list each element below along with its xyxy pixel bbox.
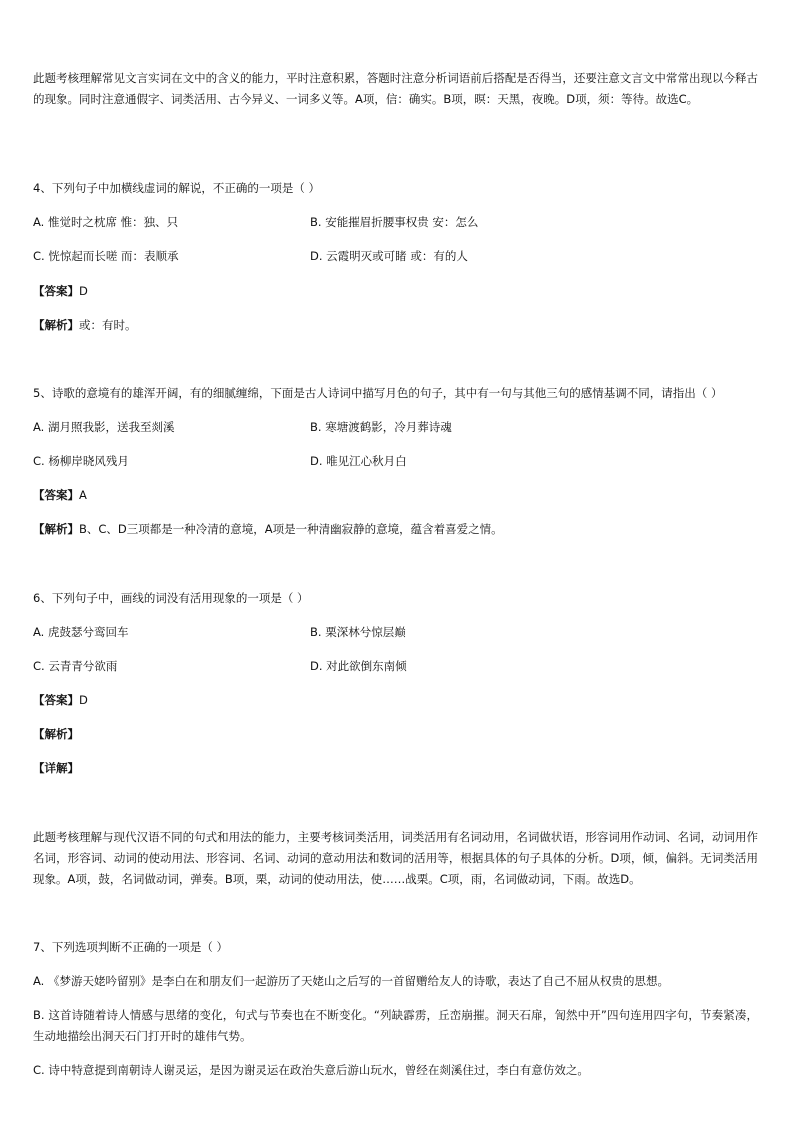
analysis-label: 【解析】 bbox=[33, 318, 79, 332]
question-7-option-a: A. 《梦游天姥吟留别》是李白在和朋友们一起游历了天姥山之后写的一首留赠给友人的诗歌，表达了自己不屈从权贵的思想。 bbox=[33, 974, 669, 988]
question-4-options-row-2 bbox=[33, 246, 758, 266]
question-6-options-row-1 bbox=[33, 622, 758, 642]
question-6-stem: 6、下列句子中，画线的词没有活用现象的一项是（ ） bbox=[33, 591, 309, 605]
detail-label: 【详解】 bbox=[33, 761, 79, 775]
question-4-answer bbox=[33, 281, 758, 301]
answer-value: A bbox=[79, 488, 87, 502]
question-5-options-row-2 bbox=[33, 451, 758, 471]
question-5-stem: 5、诗歌的意境有的雄浑开阔，有的细腻缠绵，下面是古人诗词中描写月色的句子，其中有一句与其他三句的感情基调不同，请指出（ ） bbox=[33, 386, 723, 400]
question-7-option-c: C. 诗中特意提到南朝诗人谢灵运，是因为谢灵运在政治失意后游山玩水，曾经在剡溪住过，李白有意仿效之。 bbox=[33, 1063, 589, 1077]
question-7-option-b: B. 这首诗随着诗人情感与思绪的变化，句式与节奏也在不断变化。“列缺霹雳，丘峦崩摧。洞天石扉，訇然中开”四句连用四字句，节奏紧凑，生动地描绘出洞天石门打开时的雄伟气势。 bbox=[33, 1008, 758, 1043]
analysis-label: 【解析】 bbox=[33, 727, 79, 741]
option-a: A. 惟觉时之枕席 惟：独、只 bbox=[33, 215, 179, 229]
analysis-text: B、C、D三项都是一种冷清的意境，A项是一种清幽寂静的意境，蕴含着喜爱之情。 bbox=[79, 522, 503, 536]
answer-label: 【答案】 bbox=[33, 693, 79, 707]
option-c: C. 杨柳岸晓风残月 bbox=[33, 454, 129, 468]
question-5-analysis bbox=[33, 519, 758, 539]
question-4-options-row-1 bbox=[33, 212, 758, 232]
option-d: D. 唯见江心秋月白 bbox=[310, 454, 407, 468]
answer-label: 【答案】 bbox=[33, 488, 79, 502]
option-a: A. 虎鼓瑟兮鸾回车 bbox=[33, 625, 129, 639]
option-d: D. 对此欲倒东南倾 bbox=[310, 659, 407, 673]
option-b: B. 栗深林兮惊层巅 bbox=[310, 625, 406, 639]
question-4-analysis bbox=[33, 315, 758, 335]
option-c: C. 恍惊起而长嗟 而：表顺承 bbox=[33, 249, 179, 263]
question-4-stem: 4、下列句子中加横线虚词的解说，不正确的一项是（ ） bbox=[33, 181, 320, 195]
option-b: B. 寒塘渡鹤影，冷月葬诗魂 bbox=[310, 420, 452, 434]
option-d: D. 云霞明灭或可睹 或：有的人 bbox=[310, 249, 468, 263]
question-5-answer bbox=[33, 485, 758, 505]
question-6-detail: 此题考核理解与现代汉语不同的句式和用法的能力，主要考核词类活用，词类活用有名词动用，名词做状语，形容词用作动词、名词，动词用作名词，形容词、动词的使动用法、形容词、名词、动词的意动用法和数词的活用等，根据具体的句子具体的分析。D项，倾，偏斜。无词类活用现象。A项，鼓，名词做动词，弹奏。B项，栗，动词的使动用法，使……战栗。C项，雨，名词做动词，下雨。故选D。 bbox=[33, 830, 758, 886]
option-a: A. 湖月照我影，送我至剡溪 bbox=[33, 420, 175, 434]
option-b: B. 安能摧眉折腰事权贵 安：怎么 bbox=[310, 215, 479, 229]
question-6-answer bbox=[33, 690, 758, 710]
question-5-options-row-1 bbox=[33, 417, 758, 437]
answer-label: 【答案】 bbox=[33, 284, 79, 298]
intro-paragraph: 此题考核理解常见文言实词在文中的含义的能力，平时注意积累，答题时注意分析词语前后搭配是否得当，还要注意文言文中常常出现以今释古的现象。同时注意通假字、词类活用、古今异义、一词多义等。A项，信：确实。B项，暝：天黑，夜晚。D项，须：等待。故选C。 bbox=[33, 71, 758, 106]
question-7-stem: 7、下列选项判断不正确的一项是（ ） bbox=[33, 940, 228, 954]
analysis-label: 【解析】 bbox=[33, 522, 79, 536]
analysis-text: 或：有时。 bbox=[79, 318, 137, 332]
option-c: C. 云青青兮欲雨 bbox=[33, 659, 118, 673]
question-6-detail-label bbox=[33, 758, 758, 778]
question-6-analysis-label bbox=[33, 724, 758, 744]
question-6-options-row-2 bbox=[33, 656, 758, 676]
answer-value: D bbox=[79, 284, 88, 298]
answer-value: D bbox=[79, 693, 88, 707]
